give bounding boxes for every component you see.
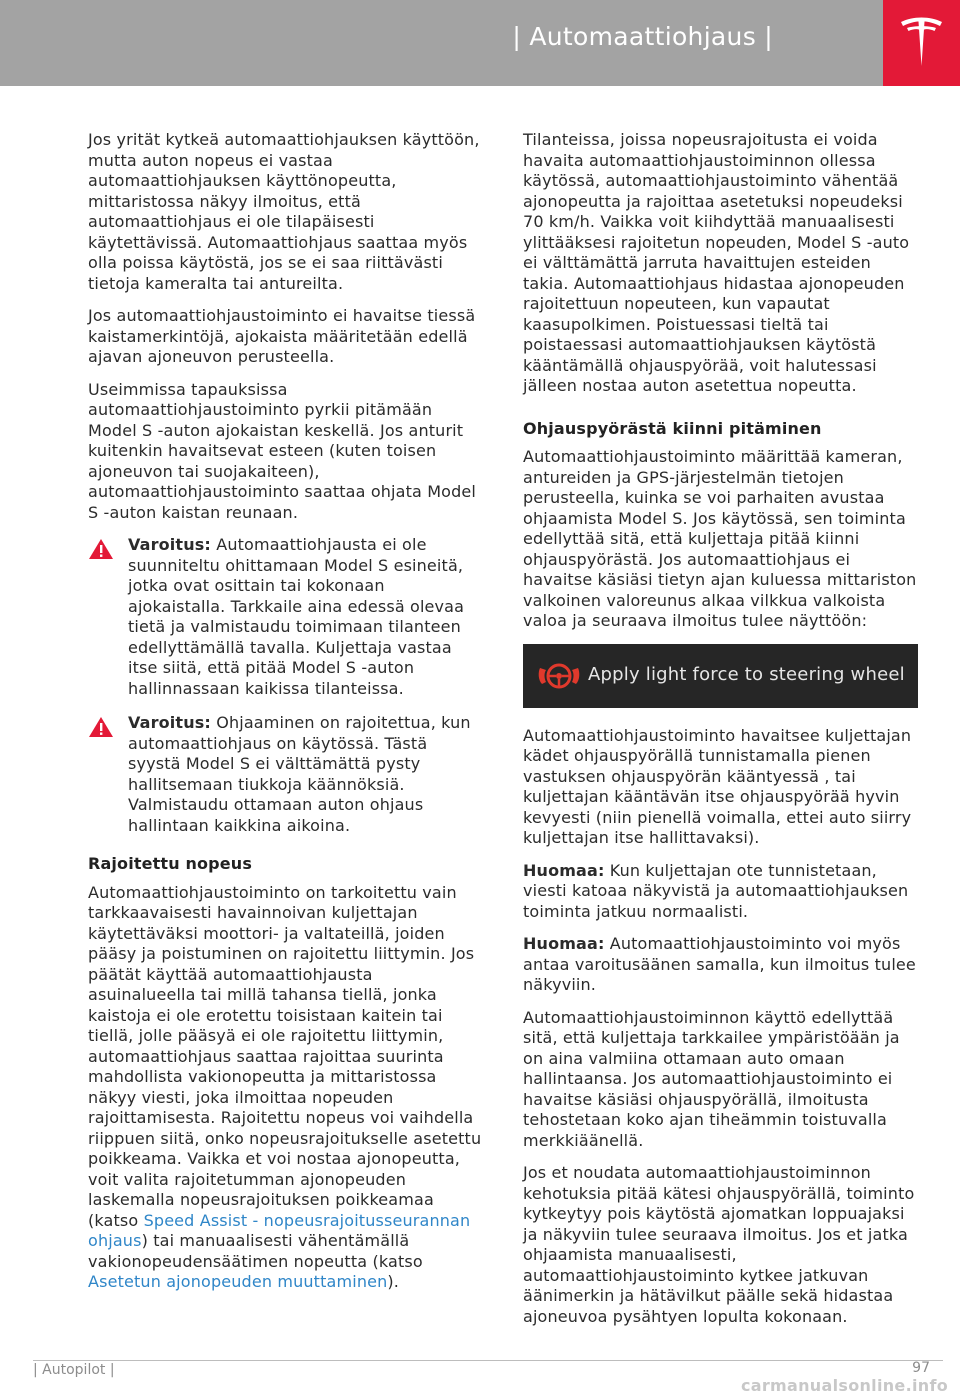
steering-wheel-hands-icon: [537, 660, 581, 692]
paragraph: Automaattiohjaustoiminnon käyttö edellyttää sitä, että kuljettaja tarkkailee ympäristöään ja on aina valmiina ottamaan auto omaan hallintaansa. Jos automaattiohjaustoiminto ei havaitse käsiäsi ohjauspyörällä, ilmoitusta tehostetaan koko ajan tiheämmin toistuvalla merkkiäänellä.: [523, 1007, 900, 1150]
text-run: ) tai manuaalisesti vähentämällä vakionopeudensäätimen nopeutta (katso: [88, 1231, 423, 1271]
note-label: Huomaa:: [523, 934, 605, 953]
alert-banner-text: Apply light force to steering wheel: [588, 663, 905, 685]
note-text: Automaattiohjaustoiminto voi myös antaa varoitusäänen samalla, kun ilmoitus tulee näkyviin.: [523, 934, 916, 994]
warning-box: [88, 713, 483, 836]
note-label: Huomaa:: [523, 860, 605, 880]
paragraph: Jos automaattiohjaustoiminto ei havaitse tiessä kaistamerkintöjä, ajokaista määritetään edellä ajavan ajoneuvon perusteella.: [88, 306, 476, 366]
footer-section-label: | Autopilot |: [33, 1362, 115, 1378]
paragraph: Jos et noudata automaattiohjaustoiminnon kehotuksia pitää kätesi ohjauspyörällä, toiminto kytkeytyy pois käytöstä ajomatkan loppuajaksi ja näkyviin tulee seuraava ilmoitus. Jos et jatka ohjaamista manuaalisesti, automaattiohjaustoiminto kytkee jatkuvan äänimerkin ja hätävilkut päälle sekä hidastaa ajoneuvoa pysähtyen lopulta kokonaan.: [523, 1163, 915, 1326]
warning-text: Automaattiohjausta ei ole suunniteltu ohittamaan Model S esineitä, jotka ovat osittain tai kokonaan ajokaistalla. Tarkkaile aina edessä olevaa tietä ja valmistaudu toimimaan tilanteen edellyttämällä tavalla. Kuljettaja vastaa itse siitä, että pitää Model S -auton hallinnassaan kaikissa tilanteissa.: [128, 535, 465, 698]
link-speed-assist[interactable]: Speed Assist - nopeusrajoitusseurannan ohjaus: [88, 1210, 471, 1250]
page-number: 97: [912, 1360, 930, 1376]
paragraph: Tilanteissa, joissa nopeusrajoitusta ei voida havaita automaattiohjaustoiminnon ollessa käytössä, automaattiohjaustoiminto vähentää ajonopeutta ja rajoittaa asetetuksi nopeudeksi 70 km/h. Vaikka voit kiihdyttää manuaalisesti ylittääksesi rajoitetun nopeuden, Model S -auto ei välttämättä jarruta havaittujen esteiden takia. Automaattiohjaus hidastaa ajonopeuden rajoitettuun nopeuteen, kun vapautat kaasupolkimen. Poistuessasi tieltä tai poistaessasi automaattiohjauksen käytöstä kääntämällä ohjauspyörää, voit halutessasi jälleen nostaa auton asetettua nopeutta.: [523, 130, 910, 395]
warning-icon: [88, 716, 114, 738]
warning-icon: [88, 538, 114, 560]
page-title: | Automaattiohjaus |: [512, 22, 773, 51]
paragraph: [88, 883, 483, 1293]
note-text: Kun kuljettajan ote tunnistetaan, viesti katoaa näkyvistä ja automaattiohjauksen toiminta jatkuu normaalisti.: [523, 860, 909, 921]
paragraph: Automaattiohjaustoiminto havaitsee kuljettajan kädet ohjauspyörällä tunnistamalla pienen vastuksen ohjauspyörän kääntyessä , tai kuljettajan kääntävän itse ohjauspyörää hyvin kevyesti (niin pienellä voimalla, ettei auto siirry kuljettajan itse hallittavaksi).: [523, 725, 912, 847]
text-run: Automaattiohjaustoiminto on tarkoitettu vain tarkkaavaisesti havainnoivan kuljettajan käytettäväksi moottori- ja valtateillä, joiden pääsy ja poistuminen on rajoitettu liittymin. Jos päätät käyttää automaattiohjausta asuinalueella tai millä tahansa tiellä, jonka kaistoja ei ole erotettu toisistaan kaitein tai tiellä, jolle pääsyä ei ole rajoitettu liittymin, automaattiohjaus saattaa rajoittaa suurinta mahdollista vakionopeutta ja mittaristossa näkyy viesti, joka ilmoittaa nopeuden rajoittamisesta. Rajoitettu nopeus voi vaihdella riippuen siitä, onko nopeusrajoitukselle asetettu poikkeama. Vaikka et voi nostaa ajonopeutta, voit valita rajoitetumman ajonopeuden laskemalla nopeusrajoituksen poikkeamaa (katso: [88, 882, 482, 1230]
left-column: [88, 130, 483, 1305]
note: [523, 934, 918, 996]
warning-label: Varoitus:: [128, 713, 211, 732]
paragraph: Automaattiohjaustoiminto määrittää kameran, antureiden ja GPS-järjestelmän tietojen perusteella, kuinka se voi parhaiten avustaa ohjaamista Model S. Jos käytössä, sen toiminta edellyttää sitä, että kuljettaja pitää kiinni ohjauspyörästä. Jos automaattiohjaus ei havaitse käsiäsi tietyn ajan kuluessa mittariston valkoinen valoreunus alkaa vilkkua valkoista valoa ja seuraava ilmoitus tulee näyttöön:: [523, 447, 917, 630]
warning-label: Varoitus:: [128, 535, 211, 554]
tesla-logo-icon: [899, 16, 944, 70]
paragraph: Jos yrität kytkeä automaattiohjauksen käyttöön, mutta auton nopeus ei vastaa automaattiohjauksen käyttönopeutta, mittaristossa näkyy ilmoitus, että automaattiohjaus ei ole tilapäisesti käytettävissä. Automaattiohjaus saattaa myös olla poissa käytöstä, jos se ei saa riittävästi tietoja kameralta tai antureilta.: [88, 130, 480, 293]
brand-logo: [883, 0, 960, 86]
watermark: carmanualsonline.info: [740, 1376, 948, 1395]
link-set-speed[interactable]: Asetetun ajonopeuden muuttaminen: [88, 1272, 388, 1291]
footer-divider: [33, 1360, 943, 1361]
warning-box: [88, 535, 483, 699]
warning-text: Ohjaaminen on rajoitettua, kun automaattiohjaus on käytössä. Tästä syystä Model S ei välttämättä pysty hallitsemaan tiukkoja käännöksiä. Valmistaudu ottamaan auton ohjaus hallintaan kaikkina aikoina.: [128, 713, 471, 835]
paragraph: Useimmissa tapauksissa automaattiohjaustoiminto pyrkii pitämään Model S -auton ajokaistan keskellä. Jos anturit kuitenkin havaitsevat esteen (kuten toisen ajoneuvon tai suojakaiteen), automaattiohjaustoiminto saattaa ohjata Model S -auton kaistan reunaan.: [88, 379, 476, 522]
note: [523, 861, 918, 923]
alert-banner: [523, 644, 918, 708]
text-run: ).: [387, 1272, 400, 1291]
page-header: [0, 0, 883, 86]
right-column: [523, 130, 918, 1339]
section-heading-hands-on-wheel: Ohjauspyörästä kiinni pitäminen: [523, 418, 822, 438]
section-heading-limited-speed: Rajoitettu nopeus: [88, 854, 252, 873]
